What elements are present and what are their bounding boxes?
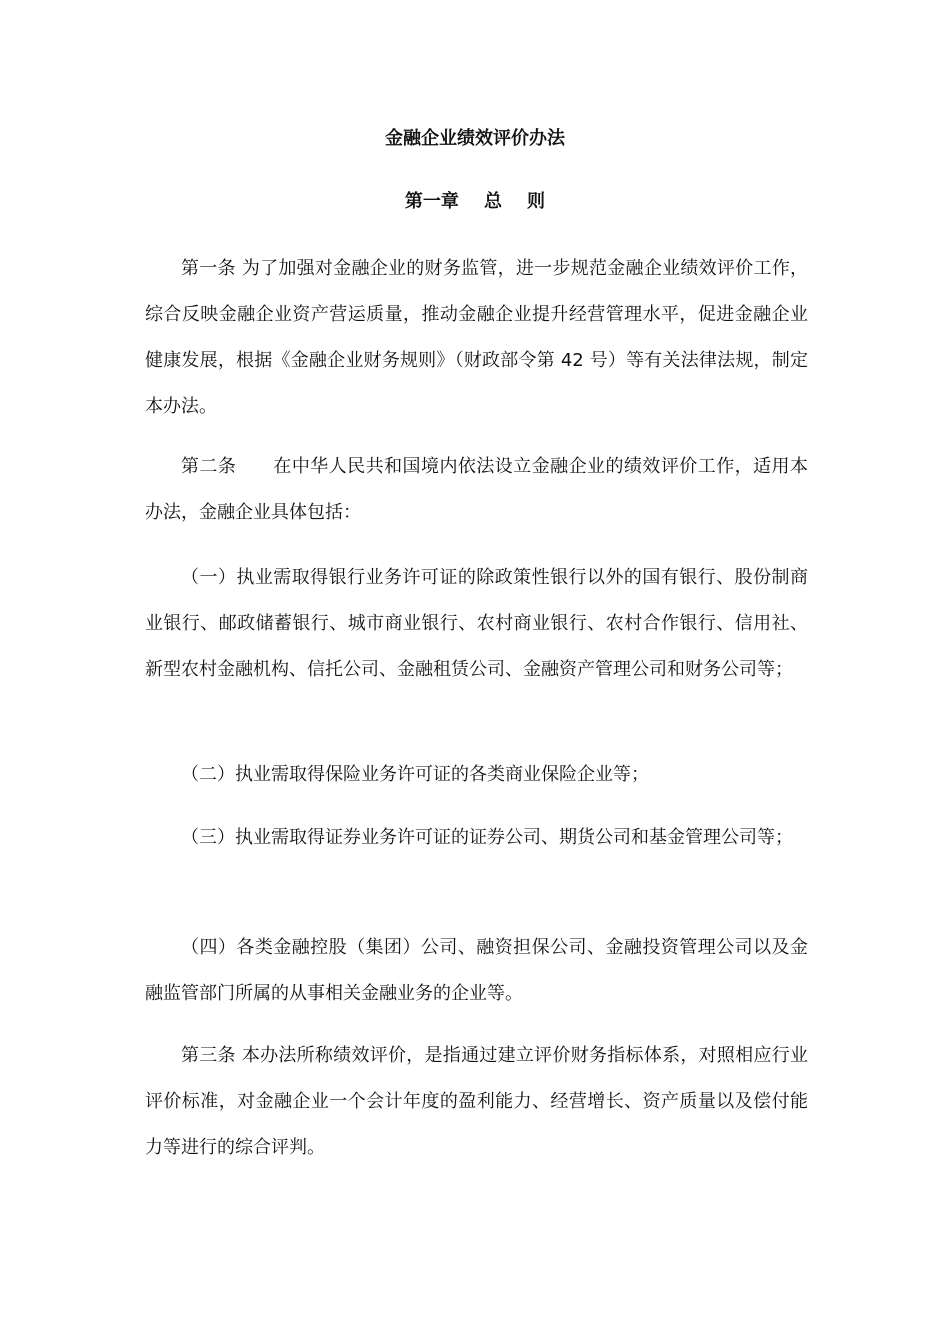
clause-4-paragraph: （四）各类金融控股（集团）公司、融资担保公司、金融投资管理公司以及金融监管部门所属的从事相关金融业务的企业等。 — [145, 937, 808, 1004]
clause-3-paragraph: （三）执业需取得证券业务许可证的证券公司、期货公司和基金管理公司等； — [181, 827, 793, 848]
clause-1-paragraph: （一）执业需取得银行业务许可证的除政策性银行以外的国有银行、股份制商业银行、邮政储蓄银行、城市商业银行、农村商业银行、农村合作银行、信用社、新型农村金融机构、信托公司、金融租赁公司、金融资产管理公司和财务公司等； — [145, 567, 808, 680]
article-3-paragraph: 第三条 本办法所称绩效评价，是指通过建立评价财务指标体系，对照相应行业评价标准，对金融企业一个会计年度的盈利能力、经营增长、资产质量以及偿付能力等进行的综合评判。 — [145, 1045, 808, 1158]
document-title: 金融企业绩效评价办法 — [385, 128, 565, 149]
chapter-title: 第一章 总 则 — [404, 191, 546, 212]
article-2-paragraph: 第二条 在中华人民共和国境内依法设立金融企业的绩效评价工作，适用本办法，金融企业具体包括： — [145, 456, 808, 523]
article-1-paragraph: 第一条 为了加强对金融企业的财务监管，进一步规范金融企业绩效评价工作，综合反映金融企业资产营运质量，推动金融企业提升经营管理水平，促进金融企业健康发展，根据《金融企业财务规则》（财政部令第 42 号）等有关法律法规，制定本办法。 — [145, 258, 808, 417]
clause-2-paragraph: （二）执业需取得保险业务许可证的各类商业保险企业等； — [181, 764, 649, 785]
